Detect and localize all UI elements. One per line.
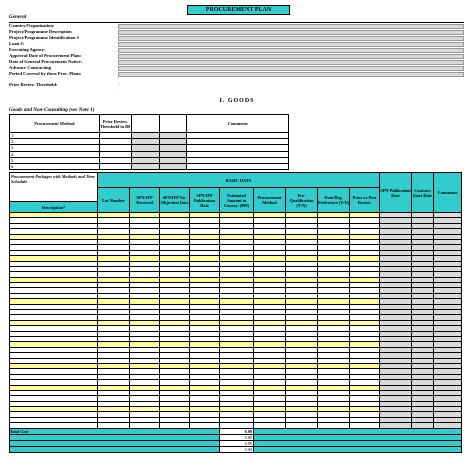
basic-data-header: BASIC DATA <box>98 173 380 188</box>
col-procurement-method: Procurement Method <box>254 188 286 213</box>
general-field-input[interactable] <box>118 36 464 41</box>
general-field-label: Period Covered by these Proc. Plans: <box>9 71 82 76</box>
general-field-input[interactable] <box>118 66 464 71</box>
goods-cell[interactable] <box>99 163 131 169</box>
goods-col-blank-1 <box>131 115 159 133</box>
total-spacer <box>10 446 220 452</box>
col-estimated-amount: Estimated Amount in Convey. (000) <box>220 188 254 213</box>
col-review-type: Prior or Post Review <box>350 188 380 213</box>
general-field-label: Project/Programme Description <box>9 29 72 34</box>
goods-col-comments: Comments <box>187 115 289 133</box>
general-field-label: Country/Organization: <box>9 23 55 28</box>
general-field-label: Executing Agency: <box>9 47 46 52</box>
col-comments: Comments <box>434 173 462 213</box>
col-prequalification: Pre-Qualification (Y/N) <box>286 188 318 213</box>
general-field-label: Loan #: <box>9 41 25 46</box>
col-spn-publication: SPN/IFP Publication Date <box>190 188 220 213</box>
goods-row-number[interactable]: 2. <box>10 139 100 145</box>
col-spn-received: SPN/IFP Received <box>130 188 160 213</box>
goods-row-number[interactable]: 4. <box>10 151 100 157</box>
goods-col-method: Procurement Method <box>10 115 100 133</box>
total-cost-value: 0.00 <box>220 434 254 440</box>
goods-cell[interactable] <box>131 163 159 169</box>
total-cost-value: 0.00 <box>220 428 254 434</box>
prior-review-threshold-label: Prior Review Threshold: <box>9 82 58 87</box>
general-field-input[interactable] <box>118 48 464 53</box>
goods-row-number[interactable]: 1. <box>10 133 100 139</box>
general-field-label: Approval Date of Procurement Plan: <box>9 53 82 58</box>
goods-row <box>10 163 289 169</box>
page-title: PROCUREMENT PLAN <box>187 5 290 15</box>
goods-row-number[interactable]: 5. <box>10 157 100 163</box>
general-field-input[interactable] <box>118 42 464 47</box>
packages-title: Procurement Packages with Methods and Time Schedule <box>10 173 98 202</box>
col-contract-start-date: Contract Start Date <box>412 173 434 213</box>
total-cost-value: 0.00 <box>220 440 254 446</box>
total-cost-label: Total Cost <box>10 428 220 434</box>
general-field-label: Advance Contracting <box>9 65 51 70</box>
col-description: Description* <box>10 202 98 213</box>
goods-row-number[interactable]: 3. <box>10 145 100 151</box>
general-field-input[interactable] <box>118 60 464 65</box>
goods-col-threshold: Prior Review Threshold in B$ <box>99 115 131 133</box>
total-cost-value: 0.00 <box>220 446 254 452</box>
total-filler <box>254 446 462 452</box>
threshold-mark-1: : <box>119 81 121 86</box>
goods-row-number[interactable]: 6. <box>10 163 100 169</box>
general-field-input[interactable] <box>118 72 464 77</box>
col-spn-no-objection: SPN/IFP No-Objection Date <box>160 188 190 213</box>
goods-subheading: Goods and Non-Consulting (see Note 1) <box>9 107 95 113</box>
total-row <box>10 446 462 452</box>
general-field-input[interactable] <box>118 30 464 35</box>
goods-heading: I. GOODS <box>219 98 255 104</box>
goods-cell[interactable] <box>159 163 187 169</box>
goods-col-blank-2 <box>159 115 187 133</box>
col-domestic-preference: Dom/Reg. Preference (Y/N) <box>318 188 350 213</box>
col-lot-number: Lot Number <box>98 188 130 213</box>
goods-table <box>9 114 289 170</box>
threshold-mark-2: . <box>119 87 120 92</box>
col-spn-publication-date: SPN Publication Date <box>380 173 412 213</box>
general-field-label: Project/Programme Identification # <box>9 35 79 40</box>
general-field-input[interactable] <box>118 54 464 59</box>
general-section-label: General <box>9 14 27 20</box>
general-field-label: Date of General Procurement Notice: <box>9 59 83 64</box>
goods-header-row <box>10 115 289 133</box>
goods-cell[interactable] <box>187 163 289 169</box>
general-field-input[interactable] <box>118 24 464 29</box>
packages-table <box>9 172 462 453</box>
